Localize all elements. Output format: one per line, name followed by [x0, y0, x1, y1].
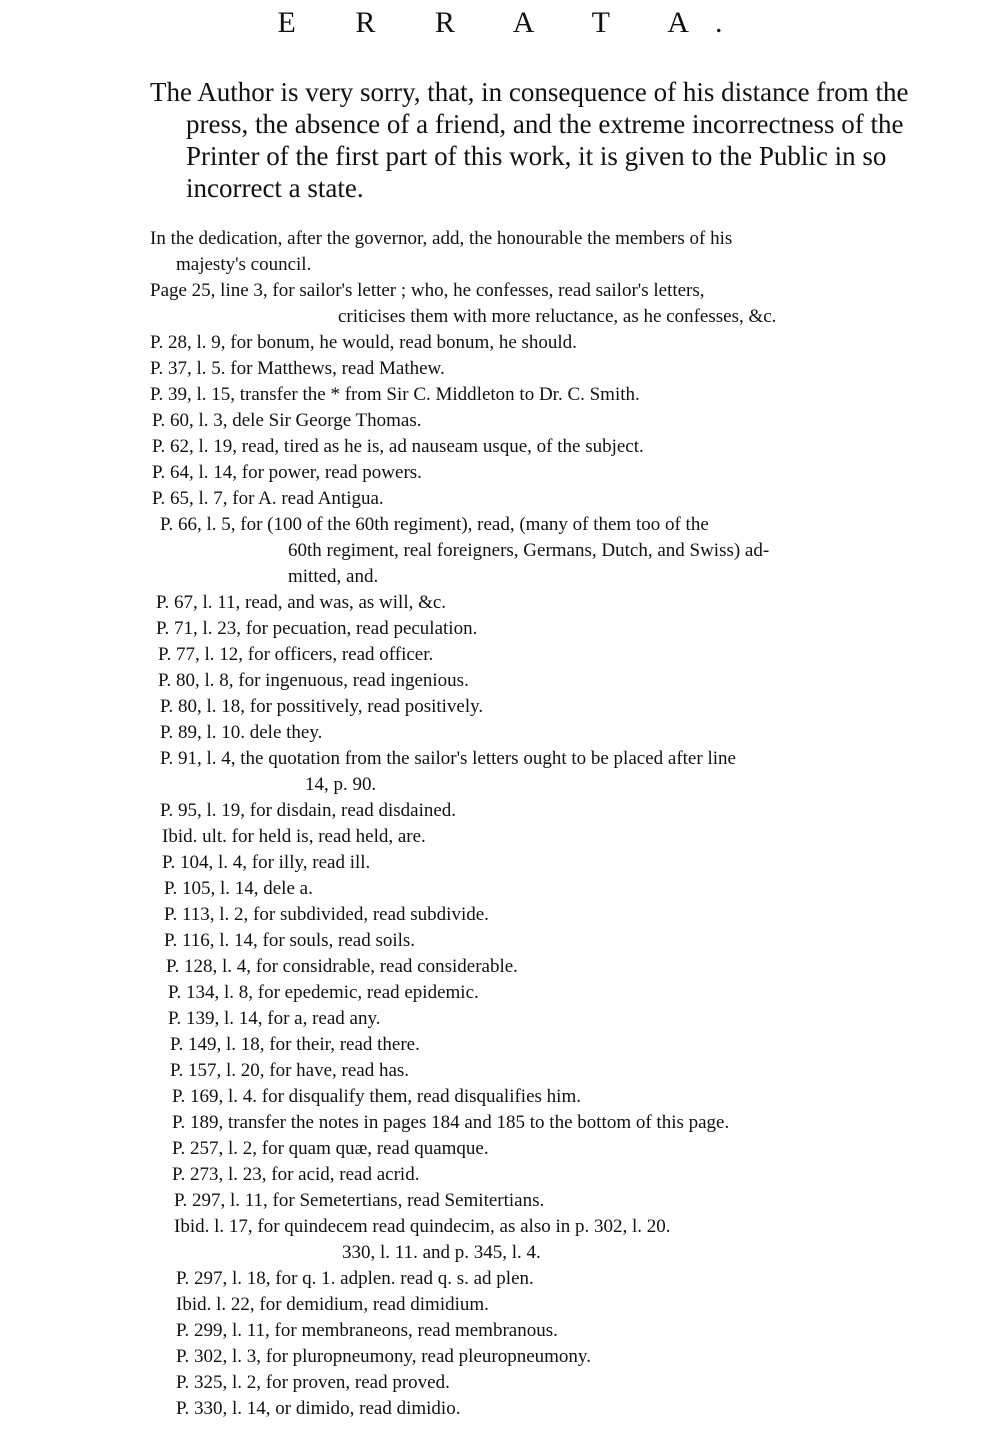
errata-entry: [0, 330, 1000, 356]
errata-entry-line: P. 91, l. 4, the quotation from the sailor's letters ought to be placed after line: [160, 748, 736, 769]
errata-entry-line: P. 62, l. 19, read, tired as he is, ad nauseam usque, of the subject.: [152, 436, 644, 457]
errata-entry-line: P. 28, l. 9, for bonum, he would, read bonum, he should.: [150, 332, 577, 353]
errata-entry: [0, 460, 1000, 486]
errata-entry: [0, 616, 1000, 642]
errata-entry: [0, 408, 1000, 434]
errata-entry: [0, 1162, 1000, 1188]
errata-entry-line: P. 80, l. 18, for possitively, read positively.: [160, 696, 484, 717]
errata-entry-line: P. 65, l. 7, for A. read Antigua.: [152, 488, 384, 509]
errata-entry: [0, 954, 1000, 980]
errata-entry-line: P. 66, l. 5, for (100 of the 60th regiment), read, (many of them too of the: [160, 514, 709, 535]
errata-entry-line: P. 105, l. 14, dele a.: [164, 878, 313, 899]
errata-entry: [0, 746, 1000, 798]
errata-entry: [0, 720, 1000, 746]
errata-entry-line: P. 149, l. 18, for their, read there.: [170, 1034, 420, 1055]
errata-entry-line: P. 273, l. 23, for acid, read acrid.: [172, 1164, 420, 1185]
page-title: E R R A T A.: [277, 6, 749, 39]
errata-entry: [0, 1006, 1000, 1032]
errata-entry-line: P. 302, l. 3, for pluropneumony, read pleuropneumony.: [176, 1346, 591, 1367]
errata-entry: [0, 668, 1000, 694]
errata-entry: [0, 850, 1000, 876]
errata-entry: [0, 1396, 1000, 1422]
errata-entry: [0, 1084, 1000, 1110]
errata-entry: [0, 980, 1000, 1006]
errata-entry: [0, 434, 1000, 460]
errata-entry: [0, 928, 1000, 954]
errata-entry-continuation: mitted, and.: [288, 566, 379, 587]
errata-entry: [0, 1344, 1000, 1370]
errata-entry: [0, 1110, 1000, 1136]
errata-entry: [0, 278, 1000, 330]
errata-entry: [0, 1136, 1000, 1162]
errata-entry: [0, 1214, 1000, 1266]
errata-entry-continuation: criticises them with more reluctance, as he confesses, &c.: [338, 306, 777, 327]
errata-entry-line: P. 189, transfer the notes in pages 184 and 185 to the bottom of this page.: [172, 1112, 730, 1133]
errata-entry-line: P. 71, l. 23, for pecuation, read peculation.: [156, 618, 478, 639]
errata-entry-line: P. 116, l. 14, for souls, read soils.: [164, 930, 416, 951]
errata-entry: [0, 512, 1000, 590]
errata-entry: [0, 226, 1000, 278]
errata-entry-line: P. 89, l. 10. dele they.: [160, 722, 323, 743]
errata-entry-line: P. 80, l. 8, for ingenuous, read ingenious.: [158, 670, 469, 691]
errata-entry-continuation: 330, l. 11. and p. 345, l. 4.: [342, 1242, 541, 1263]
errata-entry: [0, 590, 1000, 616]
errata-entry: [0, 1370, 1000, 1396]
errata-entry: [0, 1318, 1000, 1344]
errata-entry-line: P. 60, l. 3, dele Sir George Thomas.: [152, 410, 422, 431]
errata-entry-line: Ibid. l. 17, for quindecem read quindecim, as also in p. 302, l. 20.: [174, 1216, 671, 1237]
errata-entry-continuation: 14, p. 90.: [305, 774, 377, 795]
errata-entry: [0, 1292, 1000, 1318]
errata-entry: [0, 902, 1000, 928]
errata-entry-line: P. 37, l. 5. for Matthews, read Mathew.: [150, 358, 445, 379]
errata-entry: [0, 824, 1000, 850]
apology-text: The Author is very sorry, that, in consequence of his distance from the press, the absence of a friend, and the extreme incorrectness of the Printer of the first part of this work, it is given to the Public in so incorrect a state.: [150, 77, 909, 203]
errata-entry: [0, 876, 1000, 902]
errata-entry-line: P. 169, l. 4. for disqualify them, read disqualifies him.: [172, 1086, 581, 1107]
errata-entry-line: P. 157, l. 20, for have, read has.: [170, 1060, 410, 1081]
errata-entry-line: P. 297, l. 11, for Semetertians, read Semitertians.: [174, 1190, 545, 1211]
errata-entry: [0, 486, 1000, 512]
errata-entry-line: P. 139, l. 14, for a, read any.: [168, 1008, 381, 1029]
errata-entry-line: P. 67, l. 11, read, and was, as will, &c.: [156, 592, 447, 613]
errata-entry-continuation: 60th regiment, real foreigners, Germans, Dutch, and Swiss) ad-: [288, 540, 770, 561]
errata-entry: [0, 1058, 1000, 1084]
errata-entry-line: P. 299, l. 11, for membraneons, read membranous.: [176, 1320, 558, 1341]
errata-entry-line: P. 113, l. 2, for subdivided, read subdivide.: [164, 904, 489, 925]
errata-entry: [0, 694, 1000, 720]
author-apology: [150, 76, 970, 204]
errata-list: [0, 226, 1000, 1422]
errata-entry-line: In the dedication, after the governor, add, the honourable the members of his: [150, 228, 733, 249]
errata-entry: [0, 1032, 1000, 1058]
errata-entry-line: P. 77, l. 12, for officers, read officer.: [158, 644, 434, 665]
errata-entry-line: P. 134, l. 8, for epedemic, read epidemic.: [168, 982, 479, 1003]
errata-entry-line: Page 25, line 3, for sailor's letter ; who, he confesses, read sailor's letters,: [150, 280, 705, 301]
errata-entry-line: Ibid. ult. for held is, read held, are.: [162, 826, 426, 847]
errata-entry-line: P. 330, l. 14, or dimido, read dimidio.: [176, 1398, 461, 1419]
errata-entry-line: P. 64, l. 14, for power, read powers.: [152, 462, 422, 483]
errata-entry-line: P. 325, l. 2, for proven, read proved.: [176, 1372, 450, 1393]
errata-entry-line: P. 104, l. 4, for illy, read ill.: [162, 852, 371, 873]
errata-entry-line: P. 257, l. 2, for quam quæ, read quamque.: [172, 1138, 489, 1159]
errata-entry: [0, 1266, 1000, 1292]
errata-entry-line: P. 128, l. 4, for considrable, read considerable.: [166, 956, 518, 977]
errata-entry: [0, 642, 1000, 668]
errata-entry-continuation: majesty's council.: [176, 254, 312, 275]
errata-entry: [0, 356, 1000, 382]
errata-entry: [0, 798, 1000, 824]
errata-entry-line: Ibid. l. 22, for demidium, read dimidium.: [176, 1294, 489, 1315]
errata-entry: [0, 1188, 1000, 1214]
errata-entry-line: P. 39, l. 15, transfer the * from Sir C. Middleton to Dr. C. Smith.: [150, 384, 640, 405]
errata-entry-line: P. 297, l. 18, for q. 1. adplen. read q. s. ad plen.: [176, 1268, 534, 1289]
errata-entry: [0, 382, 1000, 408]
errata-entry-line: P. 95, l. 19, for disdain, read disdained.: [160, 800, 457, 821]
